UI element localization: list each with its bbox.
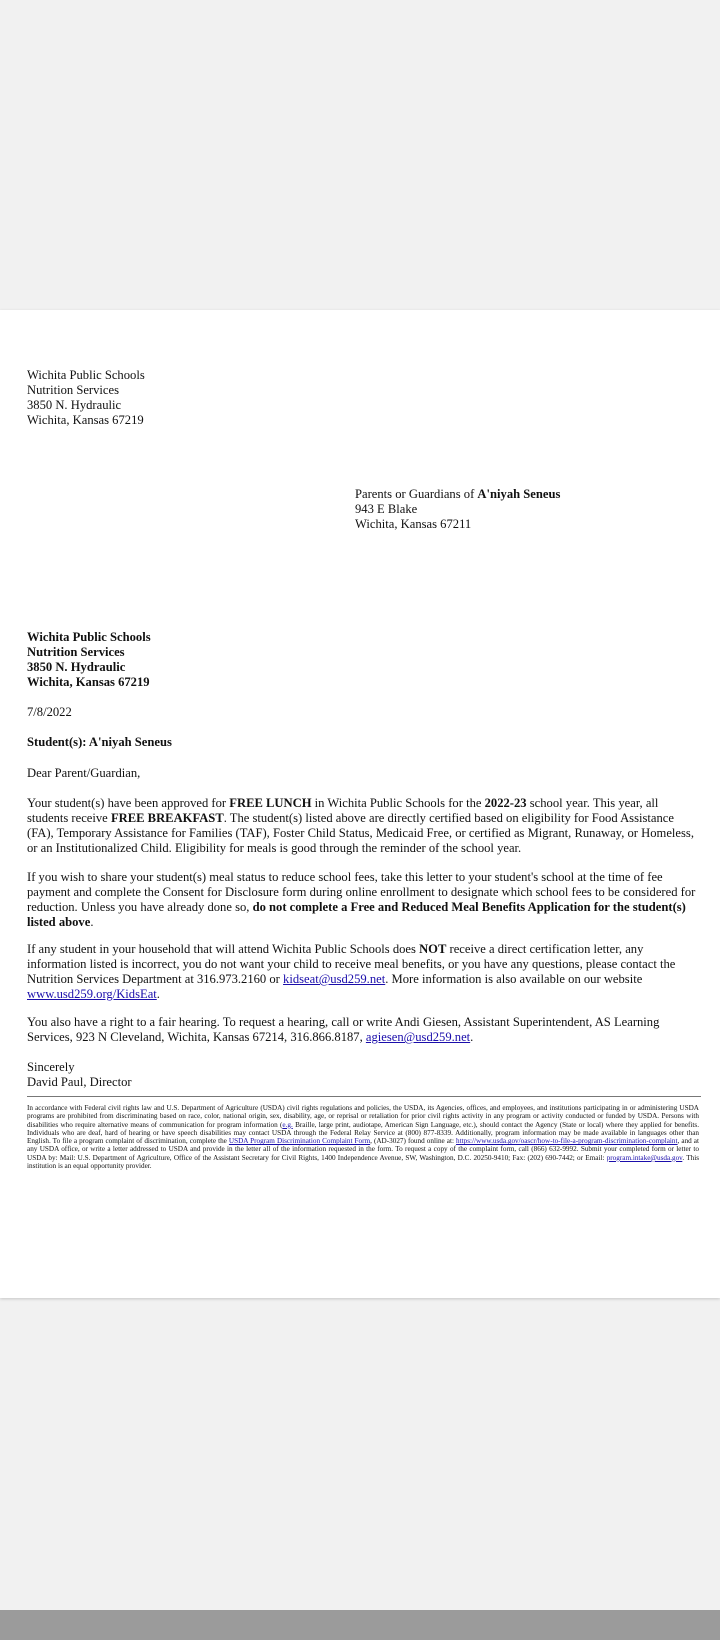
do-not-complete-text: do not complete a Free and Reduced Meal Benefits Application for the student(s) listed above — [27, 900, 686, 929]
footer-divider — [27, 1096, 701, 1097]
sender-dept: Nutrition Services — [27, 383, 119, 397]
sender-city: Wichita, Kansas 67219 — [27, 413, 144, 427]
letterhead-city: Wichita, Kansas 67219 — [27, 675, 150, 689]
paragraph-fees: If you wish to share your student(s) meal status to reduce school fees, take this letter to your student's school at the time of fee payment and complete the Consent for Disclosure form during online enrollment to designate which school fees to be considered for reduction. Unless you have already done so, do not complete a Free and Reduced Meal Benefits Application for the student(s) listed above. — [27, 870, 696, 929]
bottom-scroll-bar — [0, 1610, 720, 1640]
letterhead-street: 3850 N. Hydraulic — [27, 660, 126, 674]
complaint-form-link[interactable]: USDA Program Discrimination Complaint Form — [228, 1137, 371, 1146]
paragraph-approval: Your student(s) have been approved for FREE LUNCH in Wichita Public Schools for the 2022-23 school year. This year, all students receive FREE BREAKFAST. The student(s) listed above are directly certified based on eligibility for Food Assistance (FA), Temporary Assistance for Families (TAF), Foster Child Status, Medicaid Free, or certified as Migrant, Runaway, or Homeless, or an Institutionalized Child. Eligibility for meals is good through the reminder of the school year. — [27, 796, 694, 855]
signature-block — [27, 1060, 132, 1090]
students-line: Student(s): A'niyah Seneus — [27, 735, 172, 749]
letter-date: 7/8/2022 — [27, 705, 72, 719]
letterhead-name: Wichita Public Schools — [27, 630, 151, 644]
free-breakfast-text: FREE BREAKFAST — [110, 811, 224, 825]
recipient-prefix: Parents or Guardians of — [355, 487, 478, 501]
recipient-student: A'niyah Seneus — [477, 487, 561, 501]
paragraph-hearing: You also have a right to a fair hearing. To request a hearing, call or write Andi Giesen, Assistant Superintendent, AS Learning Services, 923 N Cleveland, Wichita, Kansas 67214, 316.866.8187, agiesen@usd259.net. — [27, 1015, 660, 1044]
sender-address — [27, 368, 145, 428]
letter-page — [0, 310, 720, 1298]
recipient-address — [355, 487, 560, 532]
letterhead — [27, 630, 151, 690]
signer: David Paul, Director — [27, 1075, 132, 1089]
sender-name: Wichita Public Schools — [27, 368, 145, 382]
salutation: Dear Parent/Guardian, — [27, 766, 141, 780]
agiesen-email-link[interactable]: agiesen@usd259.net — [365, 1030, 471, 1044]
program-intake-email-link[interactable]: program.intake@usda.gov — [606, 1153, 683, 1162]
free-lunch-text: FREE LUNCH — [229, 796, 312, 810]
recipient-city: Wichita, Kansas 67211 — [355, 517, 472, 531]
recipient-street: 943 E Blake — [355, 502, 418, 516]
kidseat-website-link[interactable]: www.usd259.org/KidsEat — [27, 987, 157, 1001]
closing: Sincerely — [27, 1060, 75, 1074]
paragraph-contact: If any student in your household that will attend Wichita Public Schools does NOT receive a direct certification letter, any information listed is incorrect, you do not want your child to receive meal benefits, or you have any questions, please contact the Nutrition Services Department at 316.973.2160 or kidseat@usd259.net. More information is also available on our website www.usd259.org/KidsEat. — [27, 942, 676, 1001]
sender-street: 3850 N. Hydraulic — [27, 398, 122, 412]
letterhead-dept: Nutrition Services — [27, 645, 125, 659]
usda-complaint-url-link[interactable]: https://www.usda.gov/oascr/how-to-file-a-program-discrimination-complaint — [456, 1137, 678, 1146]
school-year-text: 2022-23 — [484, 796, 527, 810]
recipient-line — [355, 487, 560, 502]
kidseat-email-link[interactable]: kidseat@usd259.net — [283, 972, 386, 986]
usda-nondiscrimination-footer: In accordance with Federal civil rights law and U.S. Department of Agriculture (USDA) civil rights regulations and policies, the USDA, its Agencies, offices, and employees, and institutions participating in or administering USDA programs are prohibited from discriminating based on race, color, national origin, sex, disability, age, or reprisal or retaliation for prior civil rights activity in any program or activity conducted or funded by USDA. Persons with disabilities who require alternative means of communication for program information (e.g. Braille, large print, audiotape, American Sign Language, etc.), should contact the Agency (State or local) where they applied for benefits. Individuals who are deaf, hard of hearing or have speech disabilities may contact USDA through the Federal Relay Service at (800) 877-8339. Additionally, program information may be made available in languages other than English. To file a program complaint of discrimination, complete the USDA Program Discrimination Complaint Form, (AD-3027) found online at: https://www.usda.gov/oascr/how-to-file-a-program-discrimination-complaint, and at any USDA office, or write a letter addressed to USDA and provide in the letter all of the information requested in the form. To request a copy of the complaint form, call (866) 632-9992. Submit your completed form or letter to USDA by: Mail: U.S. Department of Agriculture, Office of the Assistant Secretary for Civil Rights, 1400 Independence Avenue, SW, Washington, D.C. 20250-9410; Fax: (202) 690-7442; or Email: program.intake@usda.gov. This institution is an equal opportunity provider. — [27, 1104, 699, 1171]
